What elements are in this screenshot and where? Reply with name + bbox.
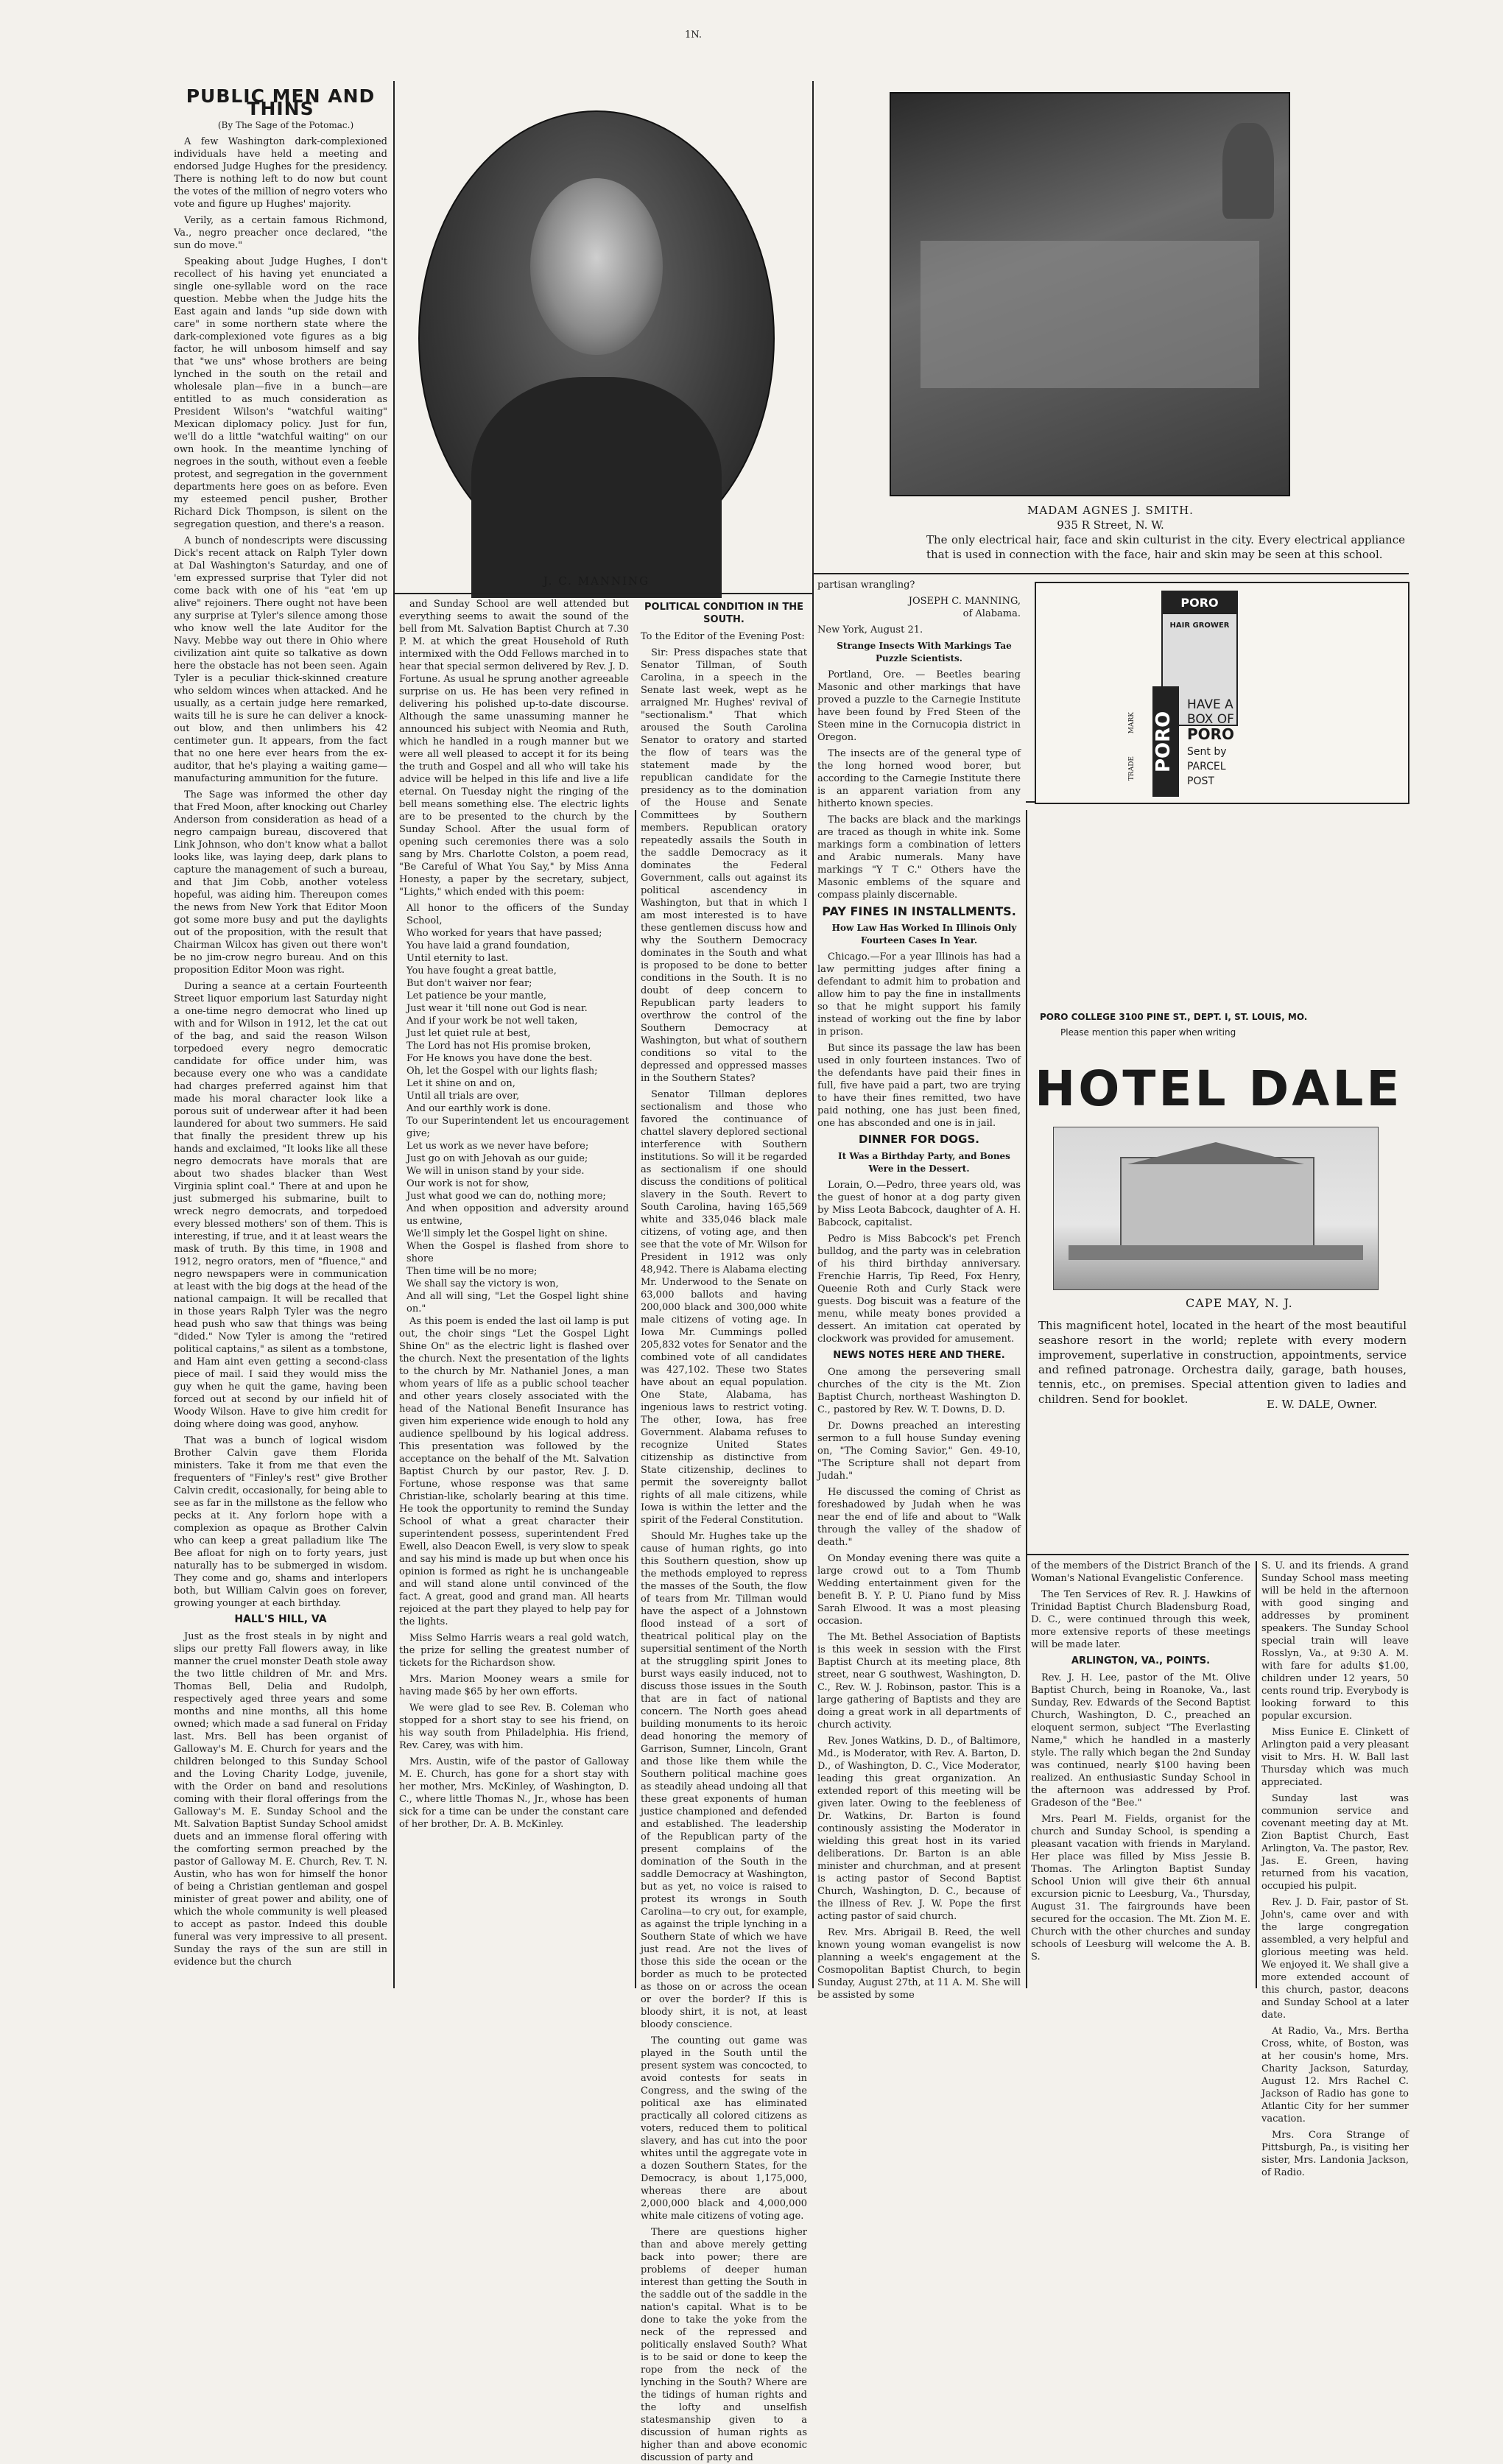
paragraph: Should Mr. Hughes take up the cause of human rights, go into this Southern question, show up the methods employed to repress the masses of the South, the flow of tears from Mr. Tillman would have the aspect of a Johnstown flood instead of a sort of theatrical political play on the supersitial sentiment of the North at the struggling spirit Jones to burst ways easily induced, not to discuss those issues in the South that are in fact of national concern. The North goes ahead building monuments to its heroic dead honoring the memory of Garrison, Sumner, Lincoln, Grant and those like them while the Southern political machine goes as steadily ahead undoing all that these great exponents of human justice championed and defended and established. The leadership of the Republican party of the present complains of the domination of the South in the saddle Democracy at Washington, but as yet, no voice is raised to protest its wrongs in South Carolina—to cry out, for example, as against the triple lynching in a Southern State of which we have just read. Are not the lives of those this side the ocean or the border as much to be protected as those on or across the ocean or over the border? If this is bloody shirt, it is not, at least bloody conscience. (641, 1531, 807, 2030)
paragraph: Rev. Mrs. Abrigail B. Reed, the well known young woman evangelist is now planning a week's engagement at the Cosmopolitan Baptist Church, to begin Sunday, August 27th, at 11 A. M. She will be assisted by some (817, 1927, 1021, 2001)
paragraph: Mrs. Cora Strange of Pittsburgh, Pa., is visiting her sister, Mrs. Landonia Jackson, of Radio. (1261, 2130, 1409, 2178)
poem-line: And our earthly work is done. (406, 1103, 552, 1114)
paragraph: But since its passage the law has been used in only fourteen instances. Two of the defendants have paid their fines in full, five have paid a part, two are trying to have their fines remitted, two have paid nothing, one has just been fined, one has absconded and one is in jail. (817, 1043, 1021, 1129)
article-title: Strange Insects With Markings Tae Puzzle Scientists. (837, 641, 1012, 663)
paragraph: There are questions higher than and above merely getting back into power; there are problems of deeper human interest than getting the South in the saddle out of the saddle in the nation's capital. What is to be done to take the yoke from the neck of the repressed and politically enslaved South? What is to be said or done to keep the rope from the neck of the lynching in the South? Where are the tidings of human rights and the lofty and unselfish statesmanship given to a discussion of human rights as higher than and above economic discussion of party and (641, 2227, 807, 2463)
poro-mark: MARK (1128, 712, 1136, 734)
poem-line: For He knows you have done the best. (406, 1053, 593, 1064)
poem-line: Our work is not for show, (406, 1178, 529, 1189)
paragraph: Sunday last was communion service and covenant meeting day at Mt. Zion Baptist Church, East Arlington, Va. The pastor, Rev. Jas. E. Green, having returned from his vacation, occupied his pulpit. (1261, 1793, 1409, 1892)
poem-line: We will in unison stand by your side. (406, 1166, 585, 1177)
poro-jar-label: HAIR GROWER (1169, 622, 1230, 630)
paragraph: During a seance at a certain Fourteenth Street liquor emporium last Saturday night a one-time negro democrat who lined up with and for Wilson in 1912, let the cat out of the bag, and said the reason Wilson torpedoed every negro democratic candidate for office under him, was because every one who was a candidate had charges preferred against him that made his moral character look like a porous suit of underwear after it had been laundered for about two summers. He said that finally the president threw up his hands and exclaimed, "It looks like all these negro democrats have morals that are about two shades blacker than West Virginia splint coal." There at and upon he just submerged his submarine, built to wreck negro democrats, and torpedoed every blessed mothers' son of them. This is interesting, if true, and it at least wears the mask of truth. By this time, in 1908 and 1912, negro orators, men of "fluence," and negro newspapers were in communication at least with the big dogs at the head of the national campaign. It will be recalled that in those years Ralph Tyler was the negro head push who saw that things was being "dided." Now Tyler is among the "retired political captains," as silent as a tombstone, and Ham aint even getting a second-class piece of mail. I said they would miss the guy when he quit the game, having been forced out at second by our infield hit of Woody Wilson. Have to give him credit for doing where doing was good, anyhow. (174, 981, 388, 1430)
paragraph: Rev. J. D. Fair, pastor of St. John's, came over and with the large congregation assembled, a very helpful and glorious meeting was held. We enjoyed it. We shall give a more extended account of this church, pastor, deacons and Sunday School at a later date. (1261, 1897, 1409, 2021)
poem-line: Let patience be your mantle, (406, 990, 547, 1002)
hotel-porch (1069, 1245, 1363, 1260)
paragraph: Dr. Downs preached an interesting sermon to a full house Sunday evening on, "The Coming Savior," Gen. 49-10, "The Scripture shall not depart from Judah." (817, 1421, 1021, 1482)
paragraph: Chicago.—For a year Illinois has had a law permitting judges after fining a defendant to admit him to probation and allow him to pay the fine in installments so that he might support his family instead of working out the fine by labor in prison. (817, 951, 1021, 1038)
paragraph: As this poem is ended the last oil lamp is put out, the choir sings "Let the Gospel Light Shine On" as the electric light is flashed over the church. Next the presentation of the lights to the church by Mr. Nathaniel Jones, a man whom years of life as a public school teacher and other years closely associated with the head of the National Benefit Insurance has given him experience wide enough to hold any audience spellbound by his logical address. This presentation was followed by the acceptance on the behalf of the Mt. Salvation Baptist Church by our pastor, Rev. J. D. Fortune, whose response was that same Christian-like, scholarly bearing at this time. He took the opportunity to remind the Sunday School of what a great character their superintendent possess, superintendent Fred Ewell, also Deacon Ewell, is very slow to speak and say his mind is made up but when once his opinion is formed as right he is unchangeable and will stand alone until convinced of the fact. A great, good and grand man. All hearts rejoiced at the part they played to help pay for the lights. (399, 1316, 629, 1627)
paragraph: The Ten Services of Rev. R. J. Hawkins of Trinidad Baptist Church Bladensburg Road, D. C., were continued through this week, more extensive reports of these meetings will be made later. (1031, 1589, 1250, 1650)
paragraph: One among the persevering small churches of the city is the Mt. Zion Baptist Church, northeast Washington D. C., pastored by Rev. W. T. Downs, D. D. (817, 1367, 1021, 1415)
section-rule (814, 573, 1409, 574)
poem-line: Let it shine on and on, (406, 1078, 515, 1089)
paragraph: He discussed the coming of Christ as foreshadowed by Judah when he was near the end of life and about to "Walk through the valley of the shadow of death." (817, 1487, 1021, 1548)
poro-side-word: PORO (1152, 686, 1179, 797)
poem-line: And all will sing, "Let the Gospel light shine on." (406, 1291, 629, 1314)
poro-have-a: HAVE A (1187, 697, 1233, 712)
paragraph: The Mt. Bethel Association of Baptists is this week in session with the First Baptist Church at its meeting place, 8th street, near G southwest, Washington, D. C., Rev. W. J. Robinson, pastor. This is a large gathering of Baptists and they are doing a great work in all departments of church activity. (817, 1632, 1021, 1731)
poem-line: Until eternity to last. (406, 953, 509, 964)
poem-line: Just what good we can do, nothing more; (406, 1191, 606, 1202)
paragraph: Miss Eunice E. Clinkett of Arlington paid a very pleasant visit to Mrs. H. W. Ball last Thursday which was much appreciated. (1261, 1727, 1409, 1788)
hotel-photo (1053, 1127, 1379, 1290)
portrait-shoulders (471, 377, 722, 598)
paragraph: At Radio, Va., Mrs. Bertha Cross, white, of Boston, was at her cousin's home, Mrs. Charity Jackson, Saturday, August 12. Mrs Rachel C. Jackson of Radio has gone to Atlantic City for her summer vacation. (1261, 2026, 1409, 2125)
paragraph: Miss Selmo Harris wears a real gold watch, the prize for selling the greatest number of tickets for the Richardson show. (399, 1633, 629, 1669)
signature-name: JOSEPH C. MANNING, (908, 596, 1021, 607)
poem-line: Until all trials are over, (406, 1091, 520, 1102)
poro-pitch (1187, 697, 1234, 789)
paragraph: A few Washington dark-complexioned individuals have held a meeting and endorsed Judge Hughes for the presidency. There is nothing left to do now but count the votes of the million of negro voters who vote and figure up Hughes' majority. (174, 136, 387, 210)
article-title: ARLINGTON, VA., POINTS. (1071, 1655, 1211, 1666)
hotel-building (1120, 1157, 1314, 1248)
portrait-face (530, 178, 663, 355)
column-news (817, 579, 1021, 2001)
paragraph: of the members of the District Branch of the Woman's National Evangelistic Conference. (1031, 1560, 1250, 1584)
salon-photo (890, 92, 1290, 496)
section-title: HALL'S HILL, VA (234, 1613, 327, 1625)
paragraph: The backs are black and the markings are traced as though in white ink. Some markings form a combination of letters and Arabic numerals. Many have markings "Y T C." Others have the Masonic emblems of the square and compass plainly discernable. (817, 814, 1021, 901)
poem-line: And when opposition and adversity around us entwine, (406, 1203, 629, 1227)
dateline: New York, August 21. (817, 624, 923, 636)
paragraph: We were glad to see Rev. B. Coleman who stopped for a short stay to see his friend, on his way south from Philadelphia. His friend, Rev. Carey, was with him. (399, 1703, 629, 1751)
paragraph: Rev. J. H. Lee, pastor of the Mt. Olive Baptist Church, being in Roanoke, Va., last Sunday, Rev. Edwards of the Second Baptist Church, Washington, D. C., preached an eloquent sermon, subject "The Everlasting Name," which he handled in a masterly style. The rally which began the 2nd Sunday was continued, nearly $100 having been realized. An enthusiastic Sunday School in the afternoon was addressed by Prof. Gradeson of the "Bee." (1031, 1672, 1250, 1809)
paragraph: Mrs. Pearl M. Fields, organist for the church and Sunday School, is spending a pleasant vacation with friends in Maryland. Her place was filled by Miss Jessie B. Thomas. The Arlington Baptist Sunday School Union will give their 6th annual excursion picnic to Leesburg, Va., Thursday, August 31. The fairgrounds have been secured for the occasion. The Mt. Zion M. E. Church with the other churches and sunday schools of Leesburg will welcome the A. B. S. (1031, 1814, 1250, 1963)
article-title: PUBLIC MEN AND THINS (186, 85, 376, 119)
poem-line: We'll simply let the Gospel light on shine. (406, 1228, 608, 1239)
poem-line: Just wear it 'till none out God is near. (406, 1003, 588, 1014)
poro-brand: PORO (1187, 725, 1235, 743)
salutation: To the Editor of the Evening Post: (641, 631, 805, 642)
portrait-caption: J. C. MANNING (543, 574, 650, 588)
column-political-condition (641, 598, 807, 2463)
paragraph: Verily, as a certain famous Richmond, Va., negro preacher once declared, "the sun do move." (174, 215, 387, 251)
column-rule (1256, 1561, 1257, 1988)
poro-jar-lid: PORO (1163, 592, 1236, 614)
column-public-men (174, 87, 387, 1987)
article-title: PAY FINES IN INSTALLMENTS. (822, 904, 1016, 918)
hotel-title: HOTEL DALE (1035, 1060, 1403, 1117)
poem-line: Just let quiet rule at best, (406, 1028, 531, 1039)
article-byline: (By The Sage of the Potomac.) (217, 120, 354, 130)
poro-sent-by: Sent by (1187, 746, 1227, 758)
poem-line: Oh, let the Gospel with our lights flash; (406, 1066, 598, 1077)
portrait-oval (418, 110, 775, 566)
salon-counter (921, 241, 1259, 388)
article-subtitle: How Law Has Worked In Illinois Only Fourteen Cases In Year. (831, 923, 1017, 946)
poem-line: The Lord has not His promise broken, (406, 1041, 591, 1052)
paragraph: Speaking about Judge Hughes, I don't recollect of his having yet enunciated a single one-syllable word on the race question. Mebbe when the Judge hits the East again and lands "up side down with care" in some northern state where the dark-complexioned vote figures as a big factor, he will unbosom himself and say that "we uns" whose brothers are being lynched in the south on the retail and wholesale plan—five in a bunch—are entitled to as much consideration as President Wilson's "watchful waiting" Mexican diplomacy policy. Just for fun, we'll do a little "watchful waiting" on our own hook. In the meantime lynching of negroes in the south, without even a feeble protest, and segregation in the government departments here goes on as before. Even my esteemed pencil pusher, Brother Richard Dick Thompson, is silent on the segregation question, and there's a reason. (174, 256, 387, 530)
poem-line: To our Superintendent let us encouragement give; (406, 1116, 629, 1139)
poro-address: PORO COLLEGE 3100 PINE ST., DEPT. I, ST. LOUIS, MO. (1040, 1012, 1308, 1022)
poem-line: All honor to the officers of the Sunday School, (406, 903, 629, 926)
paragraph: Just as the frost steals in by night and slips our pretty Fall flowers away, in like manner the cruel monster Death stole away the two little children of Mr. and Mrs. Thomas Bell, Delia and Rudolph, respectively aged three years and some months and nine months, all this home owned; which made a sad funeral on Friday last. Mrs. Bell has been organist of Galloway's M. E. Church for years and the children belonged to this Sunday School and the Loving Charity Lodge, juvenile, with the Order on band and resolutions coming with their floral offerings from the Galloway's M. E. Sunday School and the Mt. Salvation Baptist Sunday School amidst duets and an immense floral offering with the comforting sermon preached by the pastor of Galloway M. E. Church, Rev. T. N. Austin, who has won for himself the honor of being a Christian gentleman and gospel minister of great power and ability, one of which the whole community is well pleased to accept as pastor. Indeed this double funeral was very impressive to all present. Sunday the rays of the sun are still in evidence but the church (174, 1631, 387, 1968)
paragraph: That was a bunch of logical wisdom Brother Calvin gave them Florida ministers. Take it from me that even the frequenters of "Finley's rest" give Brother Calvin credit, occasionally, for being able to see as far in the millstone as the fellow who pecks at it. Any forlorn hope with a complexion as opaque as Brother Calvin who can keep a great palladium like The Bee afloat for nigh on to forty years, just naturally has to be submerged in wisdom. They come and go, shams and interlopers both, but William Calvin goes on forever, growing younger at each birthday. (174, 1435, 387, 1609)
masthead-fragment: 1N. (685, 29, 702, 41)
paragraph: partisan wrangling? (817, 580, 915, 591)
poro-parcel: PARCEL (1187, 761, 1226, 772)
section-rule (1026, 1554, 1409, 1555)
poem-line: But don't waiver nor fear; (406, 978, 532, 989)
paragraph: and Sunday School are well attended but everything seems to await the sound of the bell from Mt. Salvation Baptist Church at 7.30 P. M. at which the great Household of Ruth intermixed with the Odd Fellows marched in to hear that special sermon delivered by Rev. J. D. Fortune. As usual he sprung another agreeable surprise on us. He has been very refined in delivering his polished up-to-date discourse. Although the same unassuming manner he announced his subject with Neomia and Ruth, which he handled in a rough manner but we were all well pleased to accept it for its being the truth and Gospel and all who will take his advice will be helped in this life and live a life eternal. On Tuesday night the ringing of the bell means something else. The electric lights are to be presented to the church by the Sunday School. After the usual form of opening such ceremonies there was a solo sang by Mrs. Charlotte Colston, a poem read, "Be Careful of What You Say," by Miss Anna Honesty, a paper by the secretary, subject, "Lights," which ended with this poem: (399, 599, 629, 898)
poem-line: We shall say the victory is won, (406, 1278, 559, 1289)
hotel-location: CAPE MAY, N. J. (1186, 1296, 1293, 1310)
poro-ad (1035, 582, 1409, 804)
poro-trade: TRADE (1128, 756, 1136, 781)
column-rule (1026, 810, 1027, 1988)
poem-line: You have fought a great battle, (406, 965, 557, 976)
column-arlington-cont (1261, 1560, 1409, 2178)
poem-line: You have laid a grand foundation, (406, 940, 570, 951)
hotel-owner: E. W. DALE, Owner. (1267, 1398, 1378, 1411)
section-rule (395, 593, 812, 594)
paragraph: The Sage was informed the other day that Fred Moon, after knocking out Charley Anderson from consideration as head of a negro campaign bureau, discovered that Link Johnson, who don't know what a ballot looks like, was laying deep, dark plans to capture the management of such a bureau, and that Jim Cobb, another voteless hopeful, was aiding him. Thereupon comes the news from New York that Editor Moon got some more busy and put the daylights out of the proposition, with the result that Chairman Wilcox has given out there won't be no jim-crow negro bureau. And on this proposition Editor Moon was right. (174, 789, 387, 976)
article-title: DINNER FOR DOGS. (859, 1133, 979, 1146)
poem-line: Who worked for years that have passed; (406, 928, 602, 939)
salon-figure (1222, 123, 1274, 219)
paragraph: Mrs. Austin, wife of the pastor of Galloway M. E. Church, has gone for a short stay with her mother, Mrs. McKinley, of Washington, D. C., where little Thomas N., Jr., whose has been sick for a time can be under the constant care of her brother, Dr. A. B. McKinley. (399, 1756, 629, 1830)
paragraph: A bunch of nondescripts were discussing Dick's recent attack on Ralph Tyler down at Dal Washington's Saturday, and one of 'em expressed surprise that Tyler did not come back with one of his "eat 'em up alive" rejoiners. There ought not have been any surprise at Tyler's silence among those who know well the late Auditor for the Navy. Mebbe way out there in Ohio where civilization aint quite so talkative as down here the obstacle has not been seen. Again Tyler is a peculiar thick-skinned creature who seldom winces when attacked. And he usually, as a certain judge here remarked, waits till he is sure he can deliver a knock-out blow, and then unlimbers his 42 centimeter gun. It appears, from the fact that no one here ever hears from the ex-auditor, that he's playing a waiting game—manufacturing ammunition for the future. (174, 535, 387, 784)
paragraph: Portland, Ore. — Beetles bearing Masonic and other markings that have proved a puzzle to the Carnegie Institute have been found by Fred Steen of the Steen mine in the Cornucopia district in Oregon. (817, 669, 1021, 743)
article-title: NEWS NOTES HERE AND THERE. (833, 1350, 1005, 1361)
poem-line: When the Gospel is flashed from shore to shore (406, 1241, 629, 1264)
paragraph: The counting out game was played in the South until the present system was concocted, to avoid contests for seats in Congress, and the swing of the political axe has eliminated practically all colored citizens as voters, reduced them to political slavery, and has cut into the poor whites until the aggregate vote in a dozen Southern States, for the Democracy, is about 1,175,000, whereas there are about 2,000,000 black and 4,000,000 white male citizens of voting age. (641, 2035, 807, 2222)
column-arlington (1031, 1560, 1250, 1987)
hotel-text: This magnificent hotel, located in the heart of the most beautiful seashore resort in the world; replete with every modern improvement, superlative in construction, appointments, service and refined patronage. Orchestra daily, garage, bath houses, tennis, etc., on premises. Special attention given to ladies and children. Send for booklet. (1038, 1319, 1407, 1406)
column-rule (812, 81, 814, 1988)
column-rule (393, 81, 395, 1988)
poem-line: Let us work as we never have before; (406, 1141, 589, 1152)
column-rule (635, 810, 636, 1988)
poem-line: Then time will be no more; (406, 1266, 538, 1277)
article-title: POLITICAL CONDITION IN THE SOUTH. (644, 602, 803, 625)
paragraph: Senator Tillman deplores sectionalism and those who favored the continuance of chattel slavery deplored sectional interference with Southern institutions. So will it be regarded as sectionalism if one should discuss the conditions of political slavery in the South. Revert to South Carolina, having 165,569 white and 335,046 black male citizens, of voting age, and then see that the vote of Mr. Wilson for President in 1912 was only 48,942. There is Alabama electing Mr. Underwood to the Senate on 63,000 ballots and having 200,000 black and 300,000 white male citizens of voting age. In Iowa Mr. Cummings polled 205,832 votes for Senator and the combined vote of all candidates was 427,102. These two States have about an equal population. One State, Alabama, has ingenious laws to restrict voting. The other, Iowa, has free Government. Alabama refuses to recognize United States citizenship as distinctive from State citizenship, declines to permit the sovereignty ballot rights of all male citizens, while Iowa is within the letter and the spirit of the Federal Constitution. (641, 1089, 807, 1526)
paragraph: S. U. and its friends. A grand Sunday School mass meeting will be held in the afternoon with good singing and addresses by prominent speakers. The Sunday School special train will leave Rosslyn, Va., at 9:30 A. M. with fare for adults $1.00, children under 12 years, 50 cents round trip. Everybody is looking forward to this popular excursion. (1261, 1560, 1409, 1722)
paragraph: Mrs. Marion Mooney wears a smile for having made $65 by her own efforts. (399, 1674, 629, 1697)
poro-box-of: BOX OF (1187, 712, 1234, 727)
smith-ad-caption (816, 503, 1405, 562)
smith-text: The only electrical hair, face and skin culturist in the city. Every electrical appliance that is used in connection with the face, hair and skin may be seen at this school. (926, 533, 1405, 561)
article-subtitle: It Was a Birthday Party, and Bones Were in the Dessert. (838, 1151, 1010, 1174)
paragraph: Lorain, O.—Pedro, three years old, was the guest of honor at a dog party given by Miss Leota Babcock, daughter of A. H. Babcock, capitalist. (817, 1180, 1021, 1228)
smith-name: MADAM AGNES J. SMITH. (1027, 504, 1194, 517)
paragraph: On Monday evening there was quite a large crowd out to a Tom Thumb Wedding entertainment given for the benefit B. Y. P. U. Piano fund by Miss Sarah Elwood. It was a most pleasing occasion. (817, 1553, 1021, 1627)
poro-mention: Please mention this paper when writing (1060, 1027, 1236, 1038)
poem-line: And if your work be not well taken, (406, 1015, 578, 1027)
smith-address: 935 R Street, N. W. (1057, 518, 1164, 532)
paragraph: Rev. Jones Watkins, D. D., of Baltimore, Md., is Moderator, with Rev. A. Barton, D. D., of Washington, D. C., Vice Moderator, leading this great organization. An extended report of this meeting will be given later. Owing to the feebleness of Dr. Watkins, Dr. Barton is found continously assisting the Moderator in wielding this great host in its varied deliberations. Dr. Barton is an able minister and churchman, and at present is acting pastor of Second Baptist Church, Washington, D. C., because of the illness of Rev. J. W. Pope the first acting pastor of said church. (817, 1736, 1021, 1922)
signature-place: of Alabama. (962, 608, 1021, 619)
poem-line: Just go on with Jehovah as our guide; (406, 1153, 588, 1164)
poro-post: POST (1187, 775, 1214, 787)
paragraph: Sir: Press dispaches state that Senator Tillman, of South Carolina, in a speech in the Senate last week, wept as he arraigned Mr. Hughes' revival of "sectionalism." That which aroused the South Carolina Senator to oratory and started the flow of tears was the statement made by the republican candidate for the presidency as to the domination of the House and Senate Committees by Southern members. Republican oratory repeatedly assails the South in the saddle Democracy as it dominates the Federal Government, calls out against its political ascendency in Washington, but that in which I am most interested is to have these gentlemen discuss how and why the Southern Democracy dominates in the South and what is proposed to be done to better conditions in the South. It is no doubt of deep concern to Republican party leaders to overthrow the control of the Southern Democracy at Washington, but what of southern conditions so vital to the depressed and oppressed masses in the Southern States? (641, 647, 807, 1084)
paragraph: The insects are of the general type of the long horned wood borer, but according to the Carnegie Institute there is an apparent variation from any hitherto known species. (817, 748, 1021, 809)
column-halls-hill-cont (399, 598, 629, 1986)
paragraph: Pedro is Miss Babcock's pet French bulldog, and the party was in celebration of his third birthday anniversary. Frenchie Harris, Tip Reed, Fox Henry, Queenie Roth and Curly Stack were guests. Dog biscuit was a feature of the menu, while meaty bones provided a dessert. An imitation cat operated by clockwork was provided for amusement. (817, 1233, 1021, 1345)
